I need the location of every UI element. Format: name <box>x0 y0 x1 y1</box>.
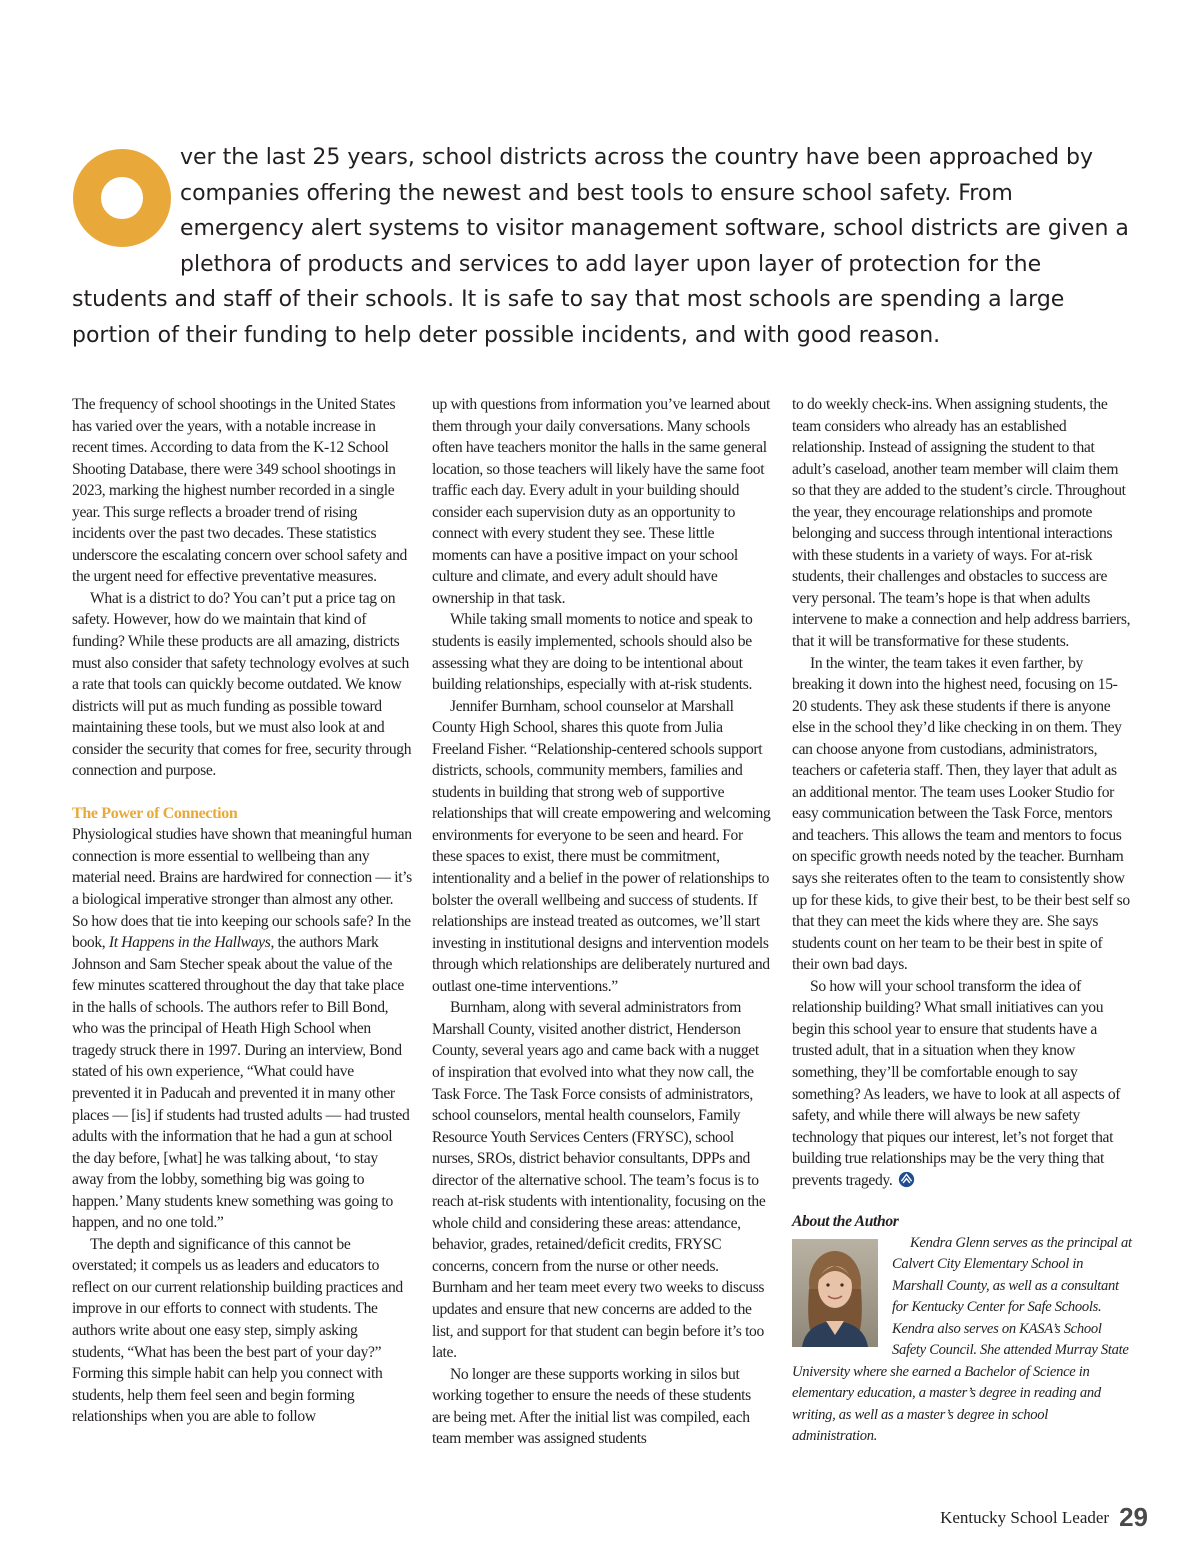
col3-paragraph-2: In the winter, the team takes it even farther, by breaking it down into the highest need, focusing on 15-20 students. They ask these students if there is anyone else in the school they’d like checking in on them. They can choose anyone from custodians, administrators, teachers or cafeteria staff. Then, they layer that adult as an additional mentor. The team uses Looker Studio for easy communication between the Task Force, mentors and teachers. This allows the team and mentors to focus on specific growth needs noted by the teacher. Burnham says she reiterates often to the team to consistently show up for these kids, to give their best, to be their best self so that they can meet the kids where they are. She says students count on her team to be their best in spite of their own bad days. <box>792 654 1130 974</box>
section-heading: The Power of Connection <box>72 804 238 822</box>
col2-paragraph-2: While taking small moments to notice and speak to students is easily implemented, schools should also be assessing what they are doing to be intentional about building relationships, especially with at-risk students. <box>432 611 753 694</box>
page-number: 29 <box>1119 1502 1148 1532</box>
col3-paragraph-3: So how will your school transform the idea of relationship building? What small initiatives can you begin this school year to ensure that students have a trusted adult, that in a situation when they know something, they’ll be comfortable enough to say something? As leaders, we have to look at all aspects of safety, and while there will always be new safety technology that piques our interest, let’s not forget that building true relationships may be the very thing that prevents tragedy. <box>792 977 1121 1189</box>
col2-paragraph-1: up with questions from information you’ve learned about them through your daily conversations. Many schools often have teachers monitor the halls in the same general location, so those teachers will likely have the same foot traffic each day. Every adult in your building should consider each supervision duty as an opportunity to connect with every student they see. These little moments can have a positive impact on your school culture and climate, and every adult should have ownership in that task. <box>432 396 771 607</box>
col1-paragraph-3: Physiological studies have shown that meaningful human connection is more essential to wellbeing than any material need. Brains are hardwired for connection — it’s a biological imperative stronger than almost any other. So how does that tie into keeping our schools safe? In the book, It Happens in the Hallways, the authors Mark Johnson and Sam Stecher speak about the value of the few minutes scattered throughout the day that take place in the halls of schools. The authors refer to Bill Bond, who was the principal of Heath High School when tragedy struck there in 1997. During an interview, Bond stated of his own experience, “What could have prevented it in Paducah and prevented it in many other places — [is] if students had trusted adults — had trusted adults with the information that he had a gun at school the day before, [what] he was talking about, ‘to stay away from the lobby, something big was going to happen.’ Many students knew something was going to happen, and no one told.” <box>72 826 412 1232</box>
book-title: It Happens in the Hallways <box>108 934 271 952</box>
col2-paragraph-5: No longer are these supports working in silos but working together to ensure the needs of these students are being met. After the initial list was compiled, each team member was assigned students <box>432 1365 751 1448</box>
dropcap-o-glyph <box>72 148 172 248</box>
column-2 <box>432 394 772 1450</box>
lede-text: ver the last 25 years, school districts across the country have been approached by companies offering the newest and best tools to ensure school safety. From emergency alert systems to visitor management software, school districts are given a plethora of products and services to add layer upon layer of protection for the students and staff of their schools. It is safe to say that most schools are spending a large portion of their funding to help deter possible incidents, and with good reason. <box>72 145 1129 348</box>
col1-paragraph-1: The frequency of school shootings in the United States has varied over the years, with a notable increase in recent times. According to data from the K-12 School Shooting Database, there were 349 school shootings in 2023, marking the highest number recorded in a single year. This surge reflects a broader trend of rising incidents over the past two decades. These statistics underscore the escalating concern over school safety and the urgent need for effective preventative measures. <box>72 396 408 586</box>
column-1 <box>72 394 412 1428</box>
page-footer <box>940 1502 1148 1533</box>
magazine-name: Kentucky School Leader <box>940 1508 1110 1527</box>
col3-paragraph-1: to do weekly check-ins. When assigning students, the team considers who already has an established relationship. Instead of assigning the student to that adult’s caseload, another team member will claim them so that they are added to the student’s circle. Throughout the year, they encourage relationships and promote belonging and success through intentional interactions with these students in a variety of ways. For at-risk students, their challenges and obstacles to success are very personal. The team’s hope is that when adults intervene to make a connection and help address barriers, that it will be transformative for these students. <box>792 396 1131 651</box>
about-author <box>792 1211 1132 1448</box>
col2-paragraph-3: Jennifer Burnham, school counselor at Marshall County High School, shares this quote from Julia Freeland Fisher. “Relationship-centered schools support districts, schools, community members, families and students in building that strong web of supportive relationships that will create empowering and welcoming environments for everyone to be seen and heard. For these spaces to exist, there must be commitment, intentionality and a belief in the power of relationships to bolster the overall wellbeing and success of students. If relationships are instead treated as outcomes, we’ll start investing in institutional designs and intervention models through which relationships are deliberately nurtured and outlast one-time interventions.” <box>432 697 771 995</box>
column-3 <box>792 394 1132 1448</box>
about-author-heading: About the Author <box>792 1213 899 1231</box>
end-mark-icon <box>898 1171 915 1188</box>
lede-paragraph <box>72 140 1132 354</box>
author-photo <box>792 1239 878 1347</box>
author-bio: Kendra Glenn serves as the principal at Calvert City Elementary School in Marshall County, as well as a consultant for Kentucky Center for Safe Schools. Kendra also serves on KASA’s School Safety Council. She attended Murray State University where she earned a Bachelor of Science in elementary education, a master’s degree in reading and writing, as well as a master’s degree in school administration. <box>792 1234 1132 1445</box>
col1-paragraph-2: What is a district to do? You can’t put a price tag on safety. However, how do we maintain that kind of funding? While these products are all amazing, districts must also consider that safety technology evolves at such a rate that tools can quickly become outdated. We know districts will put as much funding as possible toward maintaining these tools, but we must also look at and consider the security that comes for free, security through connection and purpose. <box>72 589 412 780</box>
col1-paragraph-4: The depth and significance of this cannot be overstated; it compels us as leaders and educators to reflect on our current relationship building practices and improve in our efforts to connect with students. The authors write about one easy step, simply asking students, “What has been the best part of your day?” Forming this simple habit can help you connect with students, help them feel seen and begin forming relationships when you are able to follow <box>72 1235 403 1426</box>
col2-paragraph-4: Burnham, along with several administrators from Marshall County, visited another district, Henderson County, several years ago and came back with a nugget of inspiration that evolved into what they now call, the Task Force. The Task Force consists of administrators, school counselors, mental health counselors, Family Resource Youth Services Centers (FRYSC), school nurses, SROs, district behavior consultants, DPPs and director of the alternative school. The team’s focus is to reach at-risk students with intentionality, focusing on the whole child and considering these areas: attendance, behavior, grades, retained/deficit credits, FRYSC concerns, concern from the nurse or other needs. Burnham and her team meet every two weeks to discuss updates and ensure that new concerns are added to the list, and support for that student can begin before it’s too late. <box>432 999 766 1362</box>
